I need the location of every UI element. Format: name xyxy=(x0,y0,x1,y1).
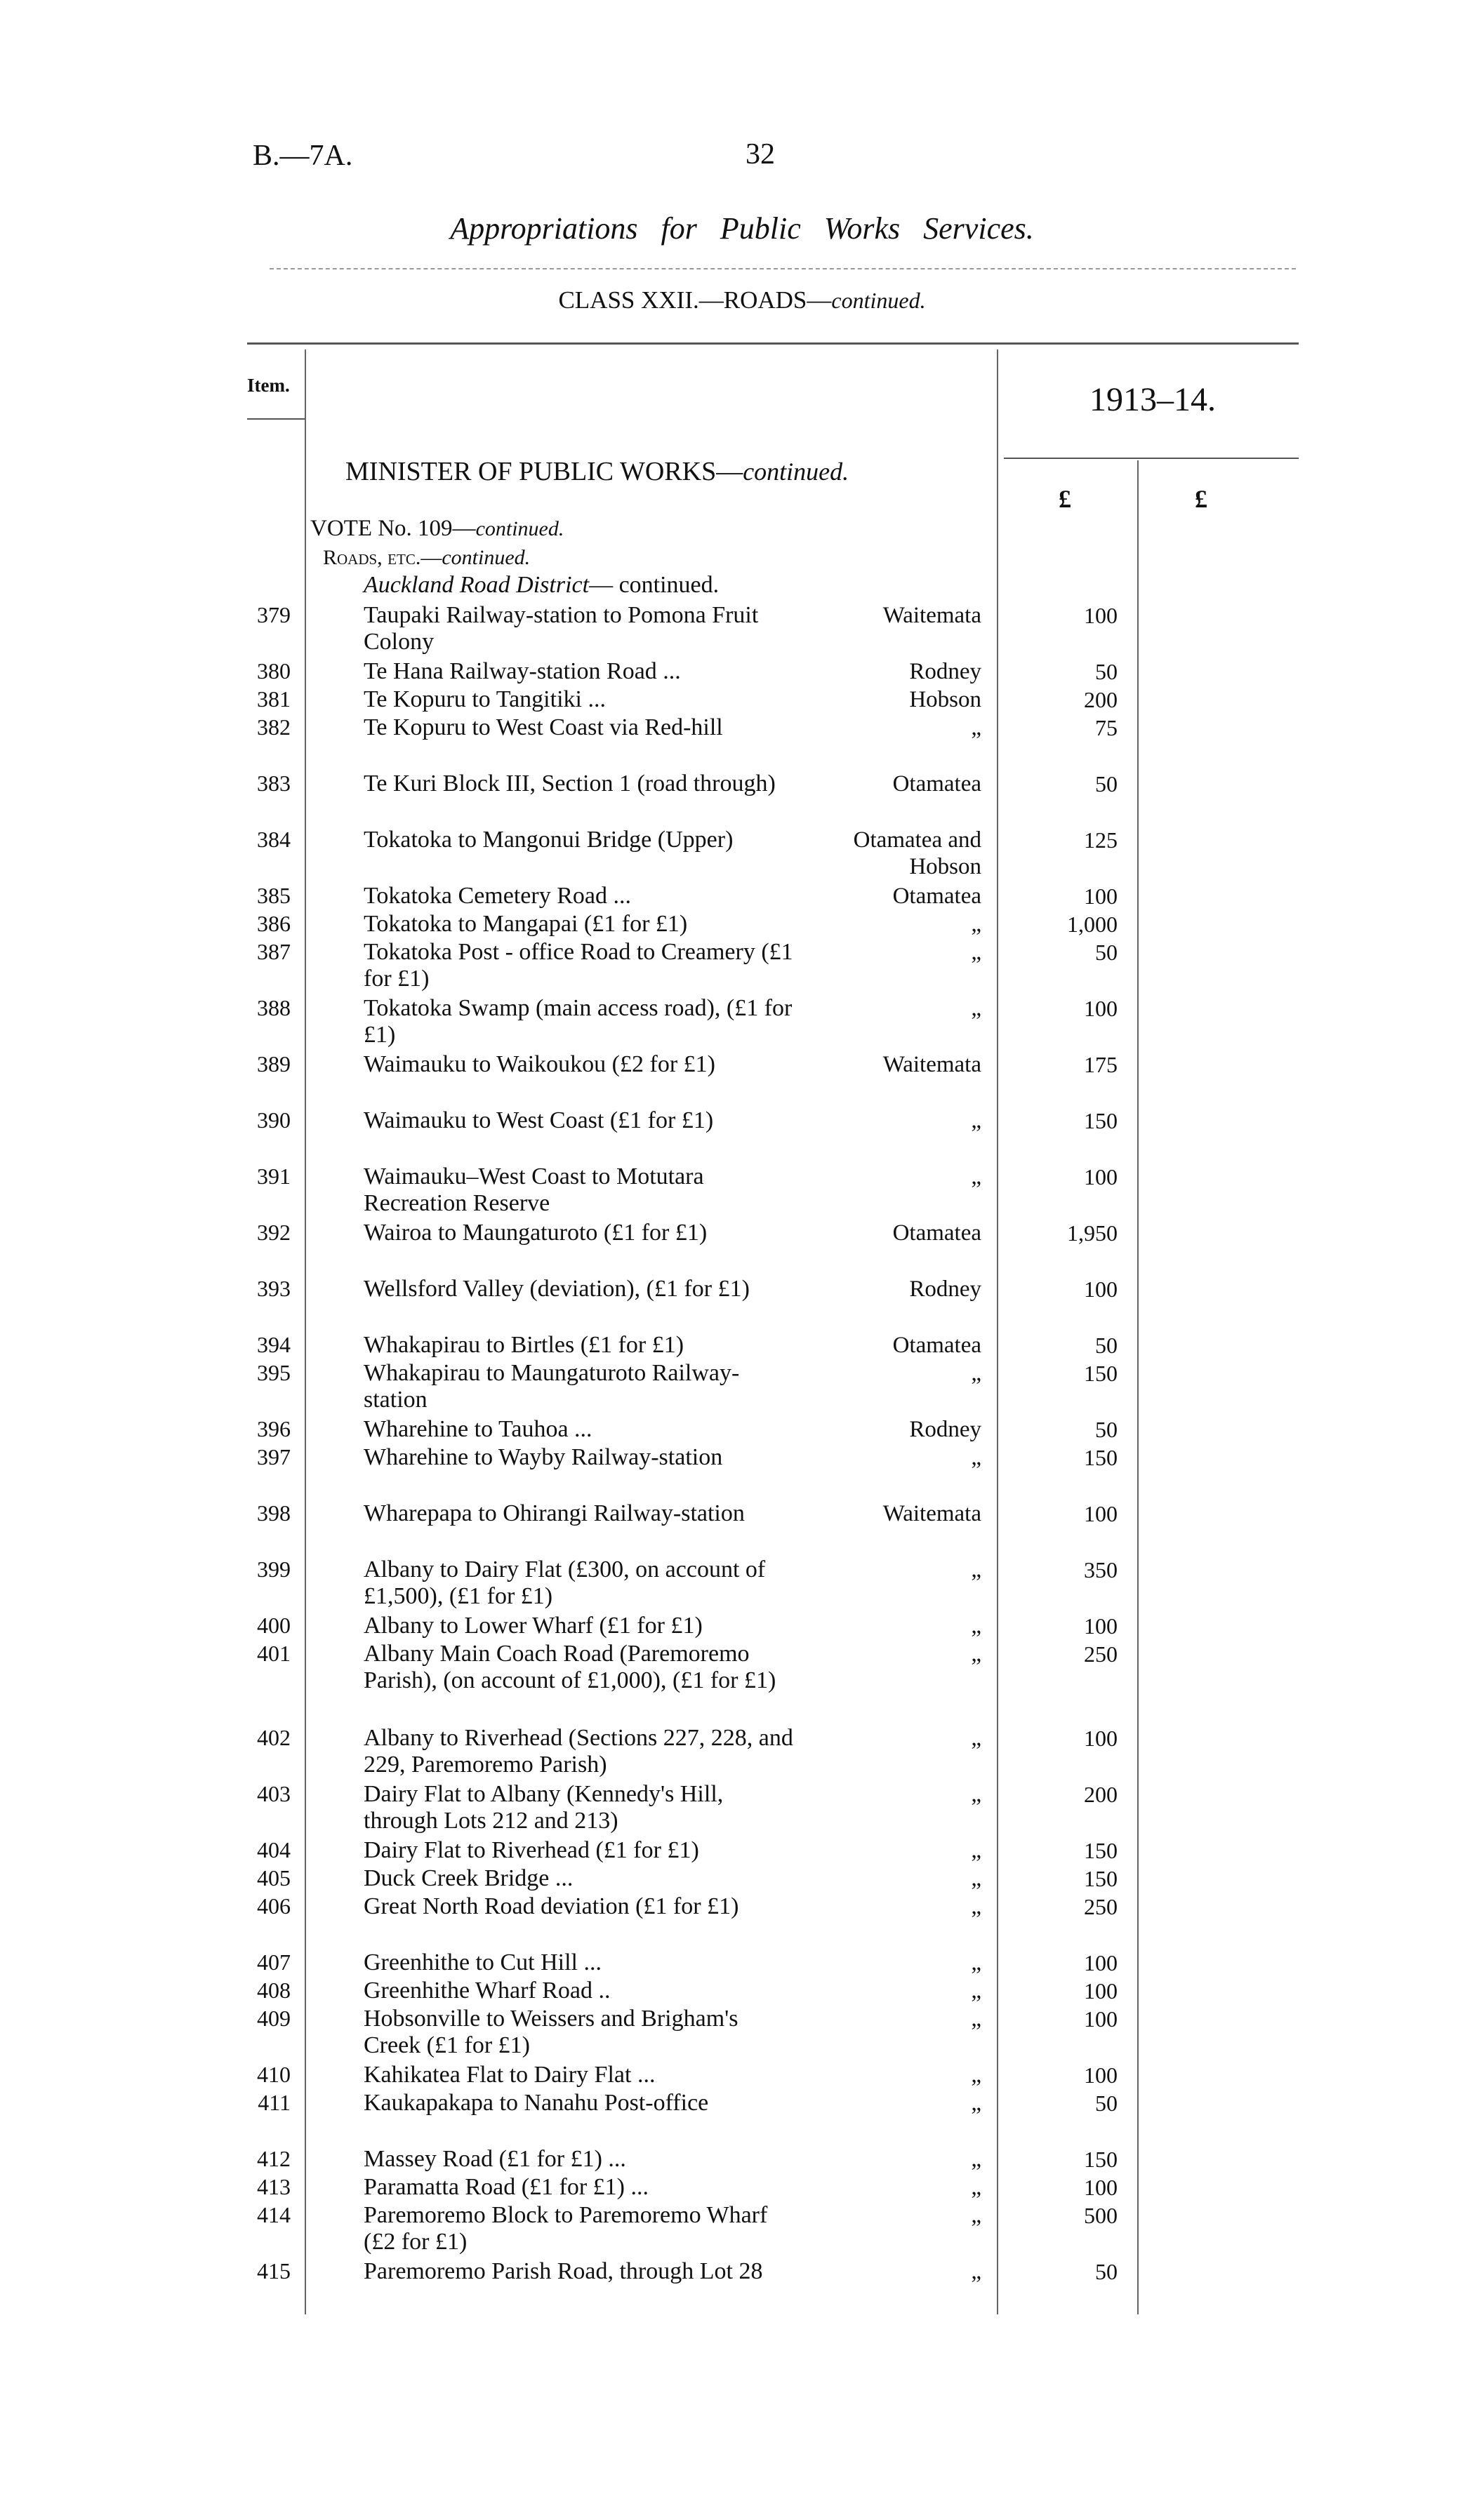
page-title xyxy=(0,211,1484,246)
amount-value: 50 xyxy=(1095,659,1118,684)
item-header-underline xyxy=(247,418,305,420)
item-number: 381 xyxy=(257,686,291,712)
title-word: Public xyxy=(720,211,801,246)
item-number: 406 xyxy=(257,1893,291,1919)
amount-value: 1,000 xyxy=(1067,912,1118,937)
road-description: Kaukapakapa to Nanahu Post-office xyxy=(364,2090,709,2116)
item-number: 412 xyxy=(257,2146,291,2171)
road-description: Duck Creek Bridge ... xyxy=(364,1865,574,1891)
item-number: 408 xyxy=(257,1978,291,2003)
road-description: Whakapirau to Maungaturoto Railway-station xyxy=(364,1360,740,1413)
electoral-district: Hobson xyxy=(909,687,981,712)
road-description: Hobsonville to Weissers and Brigham's Creek (£1 for £1) xyxy=(364,2006,738,2058)
electoral-district: Waitemata xyxy=(882,603,981,628)
item-number: 379 xyxy=(257,602,291,627)
road-description: Paramatta Road (£1 for £1) ... xyxy=(364,2174,649,2200)
road-description: Paremoremo Block to Paremoremo Wharf (£2 for £1) xyxy=(364,2202,768,2255)
amount-value: 250 xyxy=(1084,1894,1118,1919)
road-description: Albany to Riverhead (Sections 227, 228, and 229, Paremoremo Parish) xyxy=(364,1725,793,1778)
road-description: Wairoa to Maungaturoto (£1 for £1) xyxy=(364,1220,708,1246)
electoral-district: „ xyxy=(971,2147,981,2172)
electoral-district: „ xyxy=(971,2259,981,2284)
amount-value: 500 xyxy=(1084,2203,1118,2228)
electoral-district: „ xyxy=(971,2062,981,2088)
page-number: 32 xyxy=(746,138,775,171)
amount-value: 75 xyxy=(1095,715,1118,740)
item-number: 385 xyxy=(257,883,291,908)
item-number: 395 xyxy=(257,1360,291,1385)
electoral-district: Otamatea xyxy=(892,1333,981,1358)
title-word: Works xyxy=(823,211,901,246)
pound-unit-col2: £ xyxy=(1195,485,1207,513)
electoral-district: „ xyxy=(971,1866,981,1891)
document-reference: B.—7A. xyxy=(253,140,353,172)
road-description: Albany to Dairy Flat (£300, on account of £1,500), (£1 for £1) xyxy=(364,1556,766,1609)
amount-value: 100 xyxy=(1084,884,1118,909)
amount-value: 100 xyxy=(1084,1613,1118,1639)
item-number: 383 xyxy=(257,771,291,796)
item-number: 382 xyxy=(257,714,291,740)
item-number: 409 xyxy=(257,2006,291,2031)
road-description: Tokatoka Cemetery Road ... xyxy=(364,883,631,909)
electoral-district: „ xyxy=(971,1108,981,1133)
electoral-district: „ xyxy=(971,2175,981,2200)
electoral-district: „ xyxy=(971,1726,981,1751)
electoral-district: Rodney xyxy=(909,1276,981,1302)
title-word: for xyxy=(661,211,697,246)
road-description: Waimauku–West Coast to Motutara Recreation Reserve xyxy=(364,1164,704,1216)
item-number: 413 xyxy=(257,2174,291,2199)
road-description: Te Kuri Block III, Section 1 (road through) xyxy=(364,771,776,796)
road-description: Te Kopuru to Tangitiki ... xyxy=(364,686,606,712)
electoral-district: „ xyxy=(971,940,981,965)
amount-value: 100 xyxy=(1084,1501,1118,1526)
pound-unit-col1: £ xyxy=(1059,485,1071,513)
amount-value: 100 xyxy=(1084,1726,1118,1751)
item-number: 411 xyxy=(258,2090,291,2115)
year-column-header: 1913–14. xyxy=(1089,381,1216,418)
item-number: 389 xyxy=(257,1051,291,1076)
amount-value: 50 xyxy=(1095,1417,1118,1442)
item-number: 404 xyxy=(257,1837,291,1862)
item-column-header: Item. xyxy=(247,375,290,396)
item-number: 390 xyxy=(257,1107,291,1133)
road-description: Te Hana Railway-station Road ... xyxy=(364,658,681,684)
road-description: Te Kopuru to West Coast via Red-hill xyxy=(364,714,723,740)
amount-value: 150 xyxy=(1084,1108,1118,1133)
road-description: Greenhithe to Cut Hill ... xyxy=(364,1949,602,1975)
item-number: 410 xyxy=(257,2062,291,2087)
item-number: 396 xyxy=(257,1416,291,1441)
road-description: Wharehine to Tauhoa ... xyxy=(364,1416,592,1442)
electoral-district: Otamatea and Hobson xyxy=(853,827,981,879)
electoral-district: Rodney xyxy=(909,1417,981,1442)
amount-value: 100 xyxy=(1084,2175,1118,2200)
item-number: 405 xyxy=(257,1865,291,1891)
electoral-district: Otamatea xyxy=(892,884,981,909)
electoral-district: Otamatea xyxy=(892,1220,981,1246)
amount-value: 100 xyxy=(1084,1276,1118,1302)
electoral-district: „ xyxy=(971,2091,981,2116)
amount-value: 50 xyxy=(1095,1333,1118,1358)
item-number: 401 xyxy=(257,1641,291,1666)
amount-value: 150 xyxy=(1084,1361,1118,1386)
amount-value: 50 xyxy=(1095,771,1118,796)
item-number: 407 xyxy=(257,1949,291,1975)
electoral-district: „ xyxy=(971,1361,981,1386)
electoral-district: „ xyxy=(971,912,981,937)
amount-value: 200 xyxy=(1084,687,1118,712)
road-description: Dairy Flat to Albany (Kennedy's Hill, through Lots 212 and 213) xyxy=(364,1781,724,1834)
electoral-district: „ xyxy=(971,1894,981,1919)
electoral-district: „ xyxy=(971,1950,981,1975)
amount-value: 100 xyxy=(1084,2062,1118,2088)
road-description: Taupaki Railway-station to Pomona Fruit Colony xyxy=(364,602,759,655)
title-word: Appropriations xyxy=(450,211,638,246)
amount-value: 100 xyxy=(1084,603,1118,628)
item-number: 414 xyxy=(257,2202,291,2227)
road-description: Tokatoka to Mangapai (£1 for £1) xyxy=(364,911,688,937)
roads-heading: Roads, etc.—continued. xyxy=(323,546,531,569)
electoral-district: „ xyxy=(971,1164,981,1189)
amount-value: 125 xyxy=(1084,827,1118,853)
road-description: Wellsford Valley (deviation), (£1 for £1) xyxy=(364,1276,750,1302)
road-description: Tokatoka to Mangonui Bridge (Upper) xyxy=(364,827,734,853)
amount-value: 150 xyxy=(1084,1838,1118,1863)
electoral-district: „ xyxy=(971,1641,981,1667)
electoral-district: „ xyxy=(971,2006,981,2032)
road-description: Tokatoka Post - office Road to Creamery (£1 for £1) xyxy=(364,939,793,992)
item-number: 387 xyxy=(257,939,291,964)
road-description: Tokatoka Swamp (main access road), (£1 for £1) xyxy=(364,995,793,1048)
amount-value: 150 xyxy=(1084,2147,1118,2172)
amount-value: 100 xyxy=(1084,1950,1118,1975)
amount-value: 150 xyxy=(1084,1866,1118,1891)
item-number: 394 xyxy=(257,1332,291,1357)
electoral-district: „ xyxy=(971,1838,981,1863)
road-description: Wharepapa to Ohirangi Railway-station xyxy=(364,1500,745,1526)
road-description: Greenhithe Wharf Road .. xyxy=(364,1978,611,2004)
vote-heading: VOTE No. 109—continued. xyxy=(310,516,564,541)
item-number: 392 xyxy=(257,1220,291,1245)
road-description: Paremoremo Parish Road, through Lot 28 xyxy=(364,2258,763,2284)
item-number: 415 xyxy=(257,2258,291,2284)
item-number: 402 xyxy=(257,1725,291,1750)
title-word: Services. xyxy=(923,211,1034,246)
item-number: 393 xyxy=(257,1276,291,1301)
road-description: Whakapirau to Birtles (£1 for £1) xyxy=(364,1332,684,1358)
amount-value: 350 xyxy=(1084,1557,1118,1582)
item-number: 388 xyxy=(257,995,291,1020)
amount-value: 50 xyxy=(1095,940,1118,965)
title-divider xyxy=(270,268,1296,269)
road-description: Wharehine to Wayby Railway-station xyxy=(364,1444,723,1470)
electoral-district: Waitemata xyxy=(882,1501,981,1526)
electoral-district: „ xyxy=(971,2203,981,2228)
item-number: 380 xyxy=(257,658,291,684)
electoral-district: „ xyxy=(971,1978,981,2004)
road-description: Waimauku to Waikoukou (£2 for £1) xyxy=(364,1051,715,1077)
year-header-underline xyxy=(1004,458,1299,459)
minister-heading: MINISTER OF PUBLIC WORKS—continued. xyxy=(345,457,849,486)
table-top-rule xyxy=(247,342,1299,345)
amount-column-divider xyxy=(997,349,998,2314)
electoral-district: „ xyxy=(971,1613,981,1639)
amount-value: 175 xyxy=(1084,1052,1118,1077)
electoral-district: Otamatea xyxy=(892,771,981,796)
class-heading: CLASS XXII.—ROADS—continued. xyxy=(558,286,926,314)
amount-subcolumn-divider xyxy=(1137,460,1139,2314)
item-column-divider xyxy=(305,349,306,2314)
electoral-district: „ xyxy=(971,996,981,1021)
item-number: 391 xyxy=(257,1164,291,1189)
item-number: 403 xyxy=(257,1781,291,1806)
item-number: 397 xyxy=(257,1444,291,1469)
electoral-district: Waitemata xyxy=(882,1052,981,1077)
amount-value: 50 xyxy=(1095,2091,1118,2116)
road-description: Dairy Flat to Riverhead (£1 for £1) xyxy=(364,1837,699,1863)
district-heading: Auckland Road District— continued. xyxy=(364,572,720,598)
road-description: Waimauku to West Coast (£1 for £1) xyxy=(364,1107,714,1133)
electoral-district: „ xyxy=(971,1782,981,1807)
amount-value: 150 xyxy=(1084,1445,1118,1470)
amount-value: 50 xyxy=(1095,2259,1118,2284)
amount-value: 100 xyxy=(1084,1164,1118,1189)
road-description: Albany to Lower Wharf (£1 for £1) xyxy=(364,1613,703,1639)
item-number: 386 xyxy=(257,911,291,936)
amount-value: 100 xyxy=(1084,1978,1118,2004)
road-description: Great North Road deviation (£1 for £1) xyxy=(364,1893,739,1919)
road-description: Kahikatea Flat to Dairy Flat ... xyxy=(364,2062,656,2088)
amount-value: 250 xyxy=(1084,1641,1118,1667)
item-number: 399 xyxy=(257,1556,291,1582)
item-number: 398 xyxy=(257,1500,291,1526)
item-number: 400 xyxy=(257,1613,291,1638)
road-description: Albany Main Coach Road (Paremoremo Parish), (on account of £1,000), (£1 for £1) xyxy=(364,1641,776,1693)
amount-value: 100 xyxy=(1084,996,1118,1021)
amount-value: 1,950 xyxy=(1067,1220,1118,1246)
amount-value: 200 xyxy=(1084,1782,1118,1807)
electoral-district: „ xyxy=(971,715,981,740)
electoral-district: „ xyxy=(971,1445,981,1470)
road-description: Massey Road (£1 for £1) ... xyxy=(364,2146,626,2172)
electoral-district: „ xyxy=(971,1557,981,1582)
electoral-district: Rodney xyxy=(909,659,981,684)
amount-value: 100 xyxy=(1084,2006,1118,2032)
item-number: 384 xyxy=(257,827,291,852)
